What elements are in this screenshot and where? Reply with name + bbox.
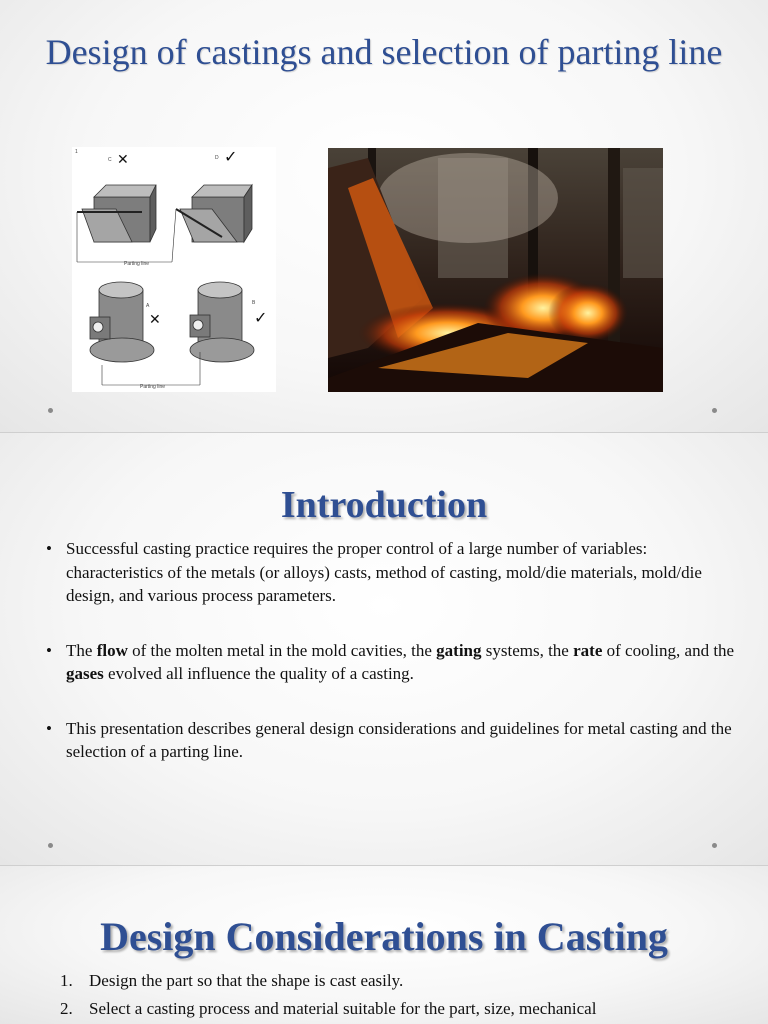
parting-line-diagram bbox=[72, 147, 276, 392]
svg-text:Parting line: Parting line bbox=[124, 261, 150, 267]
wrong-mark-icon-2: ✕ bbox=[149, 312, 161, 328]
bullet-item: • The flow of the molten metal in the mold cavities, the gating systems, the rate of cooling, and the gases evolved all influence the quality of a casting. bbox=[46, 639, 736, 686]
svg-text:C: C bbox=[108, 157, 112, 163]
diagram-number: 1 bbox=[75, 149, 78, 155]
slide-2-right-dot bbox=[712, 843, 717, 848]
slide-2-left-dot bbox=[48, 843, 53, 848]
bullet-item: • Successful casting practice requires the proper control of a large number of variables: characteristics of the metals (or alloys) casts, method of casting, mold/die materials, mold/die design, and various process parameters. bbox=[46, 537, 736, 608]
list-item: 1. Design the part so that the shape is cast easily. bbox=[60, 971, 404, 990]
molten-metal-pouring-photo bbox=[328, 148, 663, 392]
slide-1-right-dot bbox=[712, 408, 717, 413]
slide-2-title: Introduction bbox=[280, 484, 488, 526]
svg-text:A: A bbox=[146, 303, 150, 309]
svg-text:Parting line: Parting line bbox=[140, 384, 166, 390]
slide-3-title: Design Considerations in Casting bbox=[100, 914, 668, 959]
svg-text:D: D bbox=[215, 155, 219, 161]
check-mark-icon-2: ✓ bbox=[254, 308, 268, 327]
bullet-item: • This presentation describes general design considerations and guidelines for metal casting and the selection of a parting line. bbox=[46, 717, 736, 764]
check-mark-icon: ✓ bbox=[224, 147, 238, 166]
svg-text:B: B bbox=[252, 300, 256, 306]
wrong-mark-icon: ✕ bbox=[117, 152, 129, 168]
introduction-bullets bbox=[46, 537, 736, 764]
slide-1-title: Design of castings and selection of parting line bbox=[45, 32, 723, 72]
design-considerations-list bbox=[60, 967, 740, 1023]
slide-1-left-dot bbox=[48, 408, 53, 413]
slide-1 bbox=[0, 0, 768, 432]
list-item: 2. Select a casting process and material suitable for the part, size, mechanical bbox=[60, 999, 597, 1018]
